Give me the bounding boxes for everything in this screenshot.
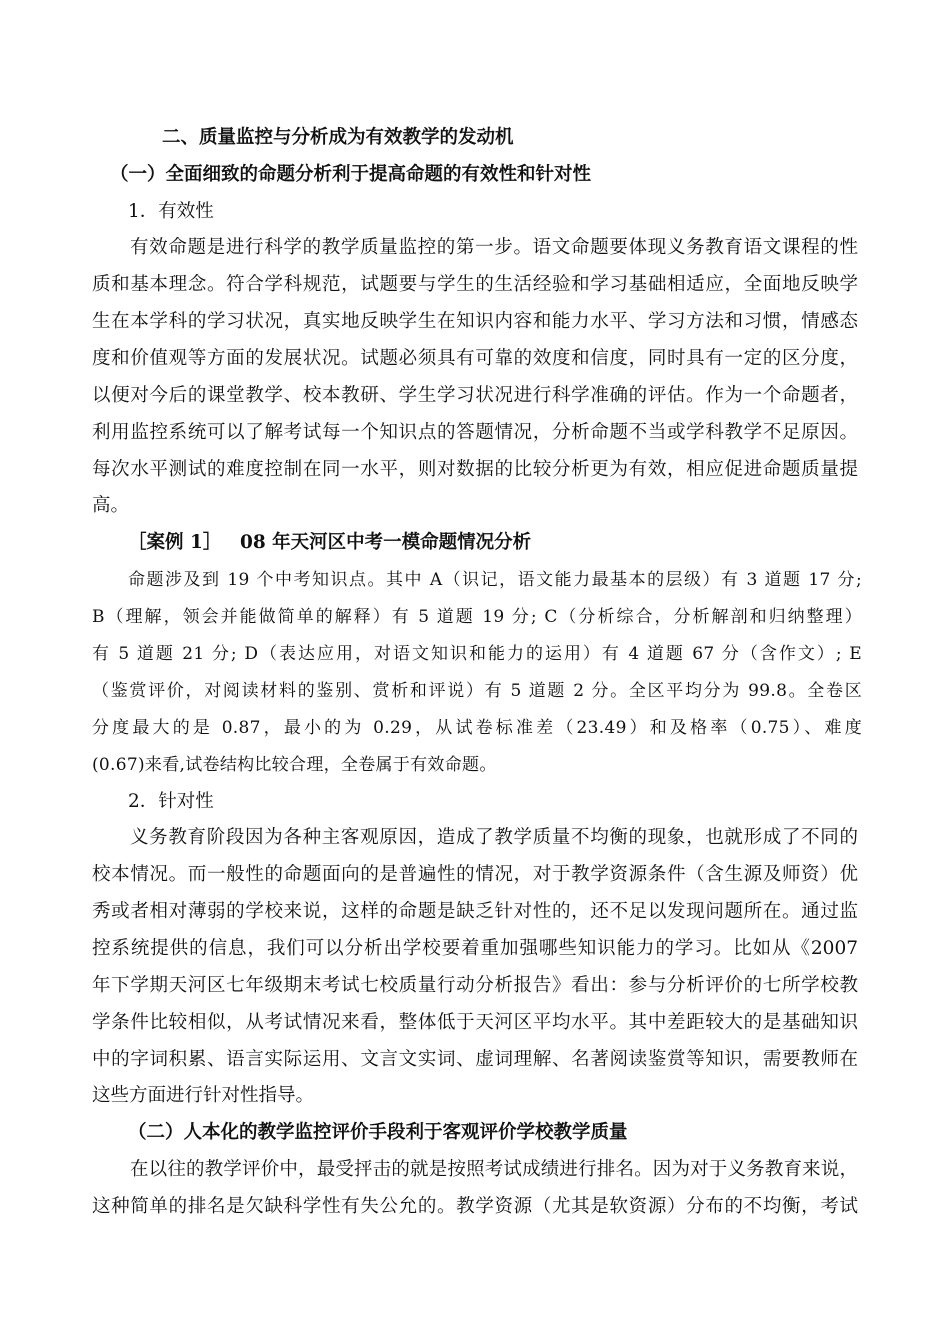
paragraph-line: 度和价值观等方面的发展状况。试题必须具有可靠的效度和信度，同时具有一定的区分度， — [92, 348, 858, 369]
paragraph-line: 学条件比较相似，从考试情况来看，整体低于天河区平均水平。其中差距较大的是基础知识 — [92, 1012, 858, 1033]
case-text-line: （鉴赏评价，对阅读材料的鉴别、赏析和评说）有 5 道题 2 分。全区平均分为 99.8。全卷区 — [92, 681, 862, 701]
case-text-line: 分度最大的是 0.87，最小的为 0.29，从试卷标准差（23.49）和及格率（0.75）、难度 — [92, 718, 862, 738]
case-title: 08 年天河区中考一模命题情况分析 — [240, 532, 532, 553]
paragraph-line: 这种简单的排名是欠缺科学性有失公允的。教学资源（尤其是软资源）分布的不均衡，考试 — [92, 1196, 858, 1217]
paragraph-line: 每次水平测试的难度控制在同一水平，则对数据的比较分析更为有效，相应促进命题质量提 — [92, 459, 858, 480]
paragraph-line: 秀或者相对薄弱的学校来说，这样的命题是缺乏针对性的，还不足以发现问题所在。通过监 — [92, 901, 858, 922]
paragraph-line: 高。 — [92, 495, 130, 516]
case-text-line: (0.67)来看,试卷结构比较合理，全卷属于有效命题。 — [92, 755, 497, 775]
paragraph-line: 在以往的教学评价中，最受抨击的就是按照考试成绩进行排名。因为对于义务教育来说， — [130, 1159, 858, 1180]
paragraph-line: 生在本学科的学习状况，真实地反映学生在知识内容和能力水平、学习方法和习惯，情感态 — [92, 311, 858, 332]
case-text-line: 有 5 道题 21 分; D（表达应用，对语文知识和能力的运用）有 4 道题 67 分（含作文）; E — [92, 644, 862, 664]
subsection-heading-1: （一）全面细致的命题分析利于提高命题的有效性和针对性 — [110, 164, 592, 185]
paragraph-line: 校本情况。而一般性的命题面向的是普遍性的情况，对于教学资源条件（含生源及师资）优 — [92, 864, 858, 885]
case-label: ［案例 1］ — [128, 532, 222, 553]
case-text-line: 命题涉及到 19 个中考知识点。其中 A（识记，语文能力最基本的层级）有 3 道题 17 分; — [128, 570, 862, 590]
paragraph-line: 中的字词积累、语言实际运用、文言文实词、虚词理解、名著阅读鉴赏等知识，需要教师在 — [92, 1049, 858, 1070]
item-heading-2: 2．针对性 — [128, 791, 214, 812]
case-text-line: B（理解，领会并能做简单的解释）有 5 道题 19 分; C（分析综合，分析解剖和归纳整理） — [92, 607, 862, 627]
item-heading-1: 1．有效性 — [128, 201, 214, 222]
paragraph-line: 年下学期天河区七年级期末考试七校质量行动分析报告》看出：参与分析评价的七所学校教 — [92, 975, 858, 996]
paragraph-line: 以便对今后的课堂教学、校本教研、学生学习状况进行科学准确的评估。作为一个命题者， — [92, 385, 858, 406]
paragraph-line: 有效命题是进行科学的教学质量监控的第一步。语文命题要体现义务教育语文课程的性 — [130, 237, 858, 258]
paragraph-line: 利用监控系统可以了解考试每一个知识点的答题情况，分析命题不当或学科教学不足原因。 — [92, 422, 858, 443]
paragraph-line: 质和基本理念。符合学科规范，试题要与学生的生活经验和学习基础相适应，全面地反映学 — [92, 274, 858, 295]
paragraph-line: 义务教育阶段因为各种主客观原因，造成了教学质量不均衡的现象，也就形成了不同的 — [130, 827, 858, 848]
subsection-heading-2: （二）人本化的教学监控评价手段利于客观评价学校教学质量 — [128, 1122, 628, 1143]
paragraph-line: 控系统提供的信息，我们可以分析出学校要着重加强哪些知识能力的学习。比如从《2007 — [92, 938, 858, 959]
paragraph-line: 这些方面进行针对性指导。 — [92, 1085, 315, 1106]
section-heading: 二、质量监控与分析成为有效教学的发动机 — [162, 127, 514, 148]
